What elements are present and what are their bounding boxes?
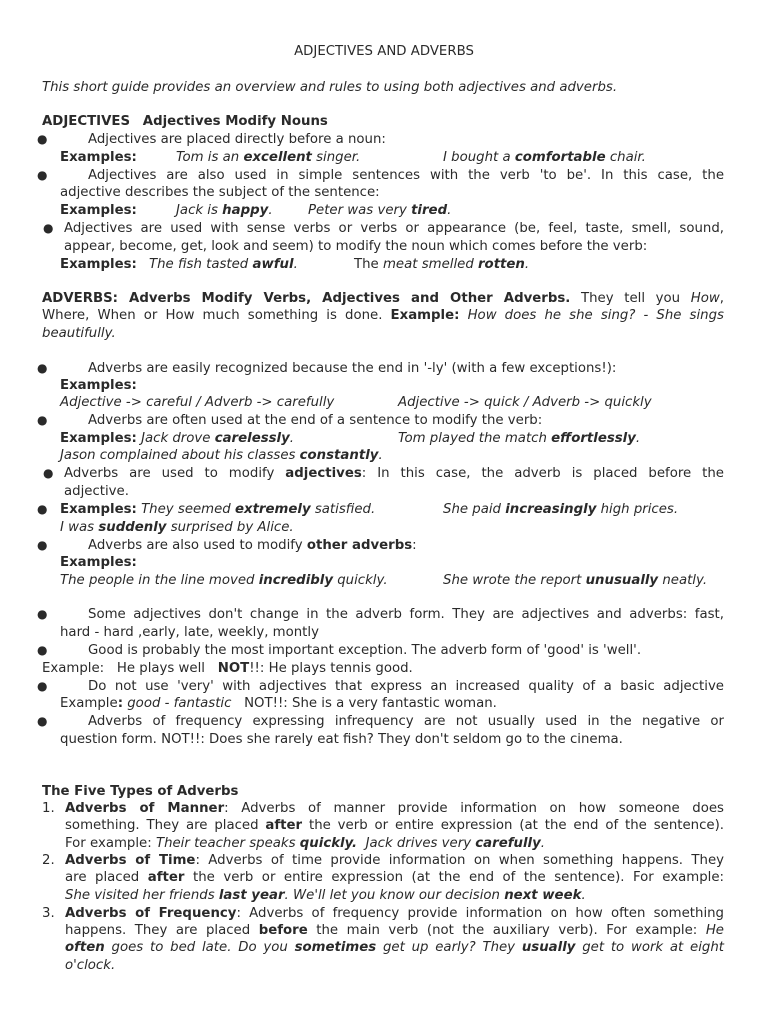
note-2-example: Example: He plays well NOT!!: He plays tennis good.: [42, 661, 413, 676]
note-3-cont: Example: good - fantastic NOT!!: She is a very fantastic woman.: [60, 696, 497, 711]
adv-example-3c: I was suddenly surprised by Alice.: [60, 520, 294, 535]
type-3: Adverbs of Frequency: Adverbs of frequency provide information on how often something: [65, 906, 725, 921]
type-1-line-2: something. They are placed after the verb or entire expression (at the end of the sentence).: [65, 818, 724, 833]
note-3: Do not use 'very' with adjectives that express an increased quality of a basic adjective: [88, 679, 724, 694]
note-4-cont: question form. NOT!!: Does she rarely eat fish? They don't seldom go to the cinema.: [60, 732, 623, 747]
bullet-icon: ●: [37, 714, 48, 728]
adv-bullet-3: Adverbs are used to modify adjectives: In this case, the adverb is placed before the: [64, 466, 724, 481]
five-types-heading: The Five Types of Adverbs: [42, 784, 239, 799]
adj-bullet-2: Adjectives are also used in simple sentences with the verb 'to be'. In this case, the: [88, 168, 724, 183]
type-2: Adverbs of Time: Adverbs of time provide information on when something happens. They: [65, 853, 724, 868]
adj-example-3a: The fish tasted awful.: [149, 257, 298, 272]
adj-bullet-3-cont: appear, become, get, look and seem) to modify the noun which comes before the verb:: [64, 239, 648, 254]
adv-bullet-2: Adverbs are often used at the end of a sentence to modify the verb:: [88, 413, 543, 428]
type-1-number: 1.: [42, 801, 55, 816]
adj-example-1: Examples:: [60, 150, 137, 165]
intro-paragraph: This short guide provides an overview and rules to using both adjectives and adverbs.: [42, 80, 618, 95]
type-3-line-2: happens. They are placed before the main verb (not the auxiliary verb). For example: He: [65, 923, 724, 938]
adj-example-1a: Tom is an excellent singer.: [176, 150, 361, 165]
type-2-line-3: She visited her friends last year. We'll let you know our decision next week.: [65, 888, 586, 903]
adv-example-4b: She wrote the report unusually neatly.: [443, 573, 708, 588]
adv-example-4a: The people in the line moved incredibly quickly.: [60, 573, 388, 588]
bullet-icon: ●: [37, 413, 48, 427]
bullet-icon: ●: [37, 168, 48, 182]
type-3-line-4: o'clock.: [65, 958, 116, 973]
note-2: Good is probably the most important exception. The adverb form of 'good' is 'well'.: [88, 643, 642, 658]
adv-bullet-1: Adverbs are easily recognized because the end in '-ly' (with a few exceptions!):: [88, 361, 617, 376]
adv-example-2b: Tom played the match effortlessly.: [398, 431, 641, 446]
bullet-icon: ●: [43, 221, 54, 235]
bullet-icon: ●: [37, 607, 48, 621]
adv-example-1: Examples:: [60, 378, 137, 393]
document-title: ADJECTIVES AND ADVERBS: [294, 44, 474, 59]
adv-example-1b: Adjective -> quick / Adverb -> quickly: [398, 395, 652, 410]
adj-bullet-1: Adjectives are placed directly before a noun:: [88, 132, 386, 147]
adv-bullet-3-cont: adjective.: [64, 484, 129, 499]
adverbs-intro: Where, When or How much something is done. Example: How does he she sing? - She sings: [42, 308, 724, 323]
adjectives-heading: ADJECTIVES Adjectives Modify Nouns: [42, 114, 328, 129]
bullet-icon: ●: [37, 502, 48, 516]
adverbs-heading: ADVERBS: Adverbs Modify Verbs, Adjectives and Other Adverbs. They tell you How,: [42, 291, 724, 306]
adverbs-intro-cont: beautifully.: [42, 326, 116, 341]
type-3-line-3: often goes to bed late. Do you sometimes get up early? They usually get to work at eight: [65, 940, 724, 955]
adj-example-2a: Jack is happy.: [176, 203, 273, 218]
adj-example-3b: The meat smelled rotten.: [354, 257, 530, 272]
bullet-icon: ●: [37, 132, 48, 146]
bullet-icon: ●: [37, 538, 48, 552]
type-1-line-3: For example: Their teacher speaks quickly. Jack drives very carefully.: [65, 836, 545, 851]
note-1-cont: hard - hard ,early, late, weekly, montly: [60, 625, 319, 640]
type-1: Adverbs of Manner: Adverbs of manner provide information on how someone does: [65, 801, 724, 816]
note-4: Adverbs of frequency expressing infrequency are not usually used in the negative or: [88, 714, 724, 729]
bullet-icon: ●: [37, 679, 48, 693]
note-1: Some adjectives don't change in the adverb form. They are adjectives and adverbs: fast,: [88, 607, 724, 622]
adv-example-2c: Jason complained about his classes constantly.: [60, 448, 383, 463]
adv-example-3b: She paid increasingly high prices.: [443, 502, 679, 517]
adv-example-2: Examples: Jack drove carelessly.: [60, 431, 294, 446]
adv-example-4: Examples:: [60, 555, 137, 570]
bullet-icon: ●: [37, 643, 48, 657]
adj-example-2: Examples:: [60, 203, 137, 218]
type-2-line-2: are placed after the verb or entire expression (at the end of the sentence). For example:: [65, 870, 725, 885]
bullet-icon: ●: [37, 361, 48, 375]
adv-bullet-4: Adverbs are also used to modify other adverbs:: [88, 538, 417, 553]
type-3-number: 3.: [42, 906, 55, 921]
adj-example-1b: I bought a comfortable chair.: [443, 150, 646, 165]
adj-example-2b: Peter was very tired.: [308, 203, 452, 218]
adj-bullet-2-cont: adjective describes the subject of the sentence:: [60, 185, 380, 200]
adv-example-3: Examples: They seemed extremely satisfied.: [60, 502, 376, 517]
adv-example-1a: Adjective -> careful / Adverb -> carefully: [60, 395, 335, 410]
adj-example-3: Examples:: [60, 257, 137, 272]
type-2-number: 2.: [42, 853, 55, 868]
adj-bullet-3: Adjectives are used with sense verbs or verbs or appearance (be, feel, taste, smell, sound,: [64, 221, 724, 236]
bullet-icon: ●: [43, 466, 54, 480]
